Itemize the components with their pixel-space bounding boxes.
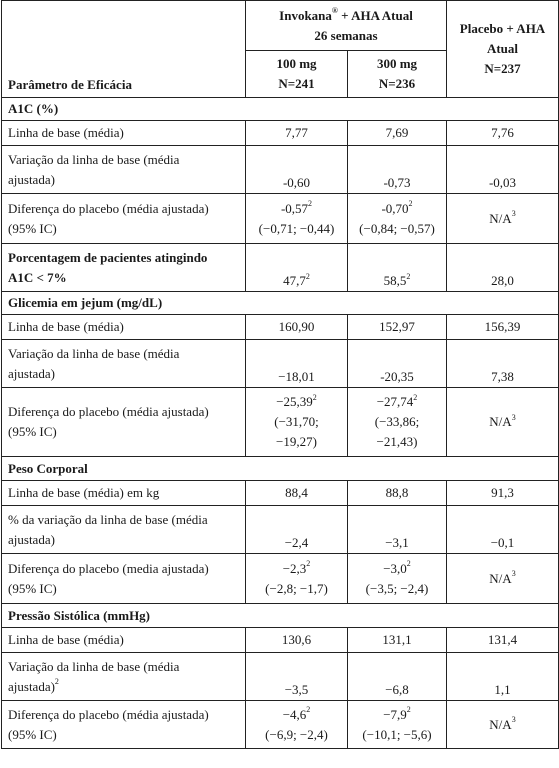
table-row: Diferença do placebo (média ajustada) (95% IC) -0,57$^2$ (−0,71; −0,44) -0,70$^2$ (−0,84; −0,57) $N/A^3$ (2, 194, 559, 244)
table-row: Porcentagem de pacientes atingindo A1C < 7% 47,7$^2$ 58,5$^2$ 28,0 (2, 244, 559, 292)
header-placebo-n: N=237 (484, 61, 521, 76)
table-row: Linha de base (média) 160,90 152,97 156,39 (2, 315, 559, 340)
header-row-group (2, 1, 559, 51)
section-row-peso (2, 457, 559, 481)
table-row: Variação da linha de base (média ajustada) −18,01 -20,35 7,38 (2, 340, 559, 388)
table-row: Diferença do placebo (média ajustada) (95% IC) $-25,39^2$ (−31,70; −19,27) $-27,74^2$ (−33,86; −21,43) $N/A^3$ (2, 388, 559, 457)
header-dose-100: 100 mg N=241 (246, 51, 348, 98)
section-title-glicemia: Glicemia em jejum (mg/dL) (2, 292, 559, 315)
section-row-a1c (2, 98, 559, 121)
efficacy-table (1, 0, 559, 749)
table-row: Linha de base (média) 130,6 131,1 131,4 (2, 628, 559, 653)
header-dose-300: 300 mg N=236 (348, 51, 447, 98)
table-row: % da variação da linha de base (média ajustada) −2,4 −3,1 −0,1 (2, 506, 559, 554)
section-title-a1c: A1C (%) (2, 98, 559, 121)
section-title-pct: Porcentagem de pacientes atingindo A1C < 7% (2, 244, 246, 292)
header-weeks: 26 semanas (314, 27, 378, 43)
table-row: Diferença do placebo (média ajustada) (95% IC) $-4,6^2$ (−6,9; −2,4) $-7,9^2$ (−10,1; −5,6) $N/A^3$ (2, 701, 559, 749)
section-title-peso: Peso Corporal (2, 457, 559, 481)
section-title-pressao: Pressão Sistólica (mmHg) (2, 604, 559, 628)
section-row-pressao (2, 604, 559, 628)
table-row: Variação da linha de base (média ajustada) -0,60 -0,73 -0,03 (2, 146, 559, 194)
header-parameter: Parâmetro de Eficácia (2, 1, 246, 98)
section-row-glicemia (2, 292, 559, 315)
table-row: Diferença do placebo (media ajustada) (95% IC) $-2,3^2$ (−2,8; −1,7) $-3,0^2$ (−3,5; −2,4) $N/A^3$ (2, 554, 559, 604)
header-placebo: Placebo + AHA Atual N=237 (447, 1, 559, 98)
table-row: Variação da linha de base (média ajustada)$^2$ −3,5 −6,8 1,1 (2, 653, 559, 701)
table-row: Linha de base (média) em kg 88,4 88,8 91,3 (2, 481, 559, 506)
header-invokana-group: Invokana® + AHA Atual 26 semanas (246, 1, 447, 51)
table-row: Linha de base (média) 7,77 7,69 7,76 (2, 121, 559, 146)
